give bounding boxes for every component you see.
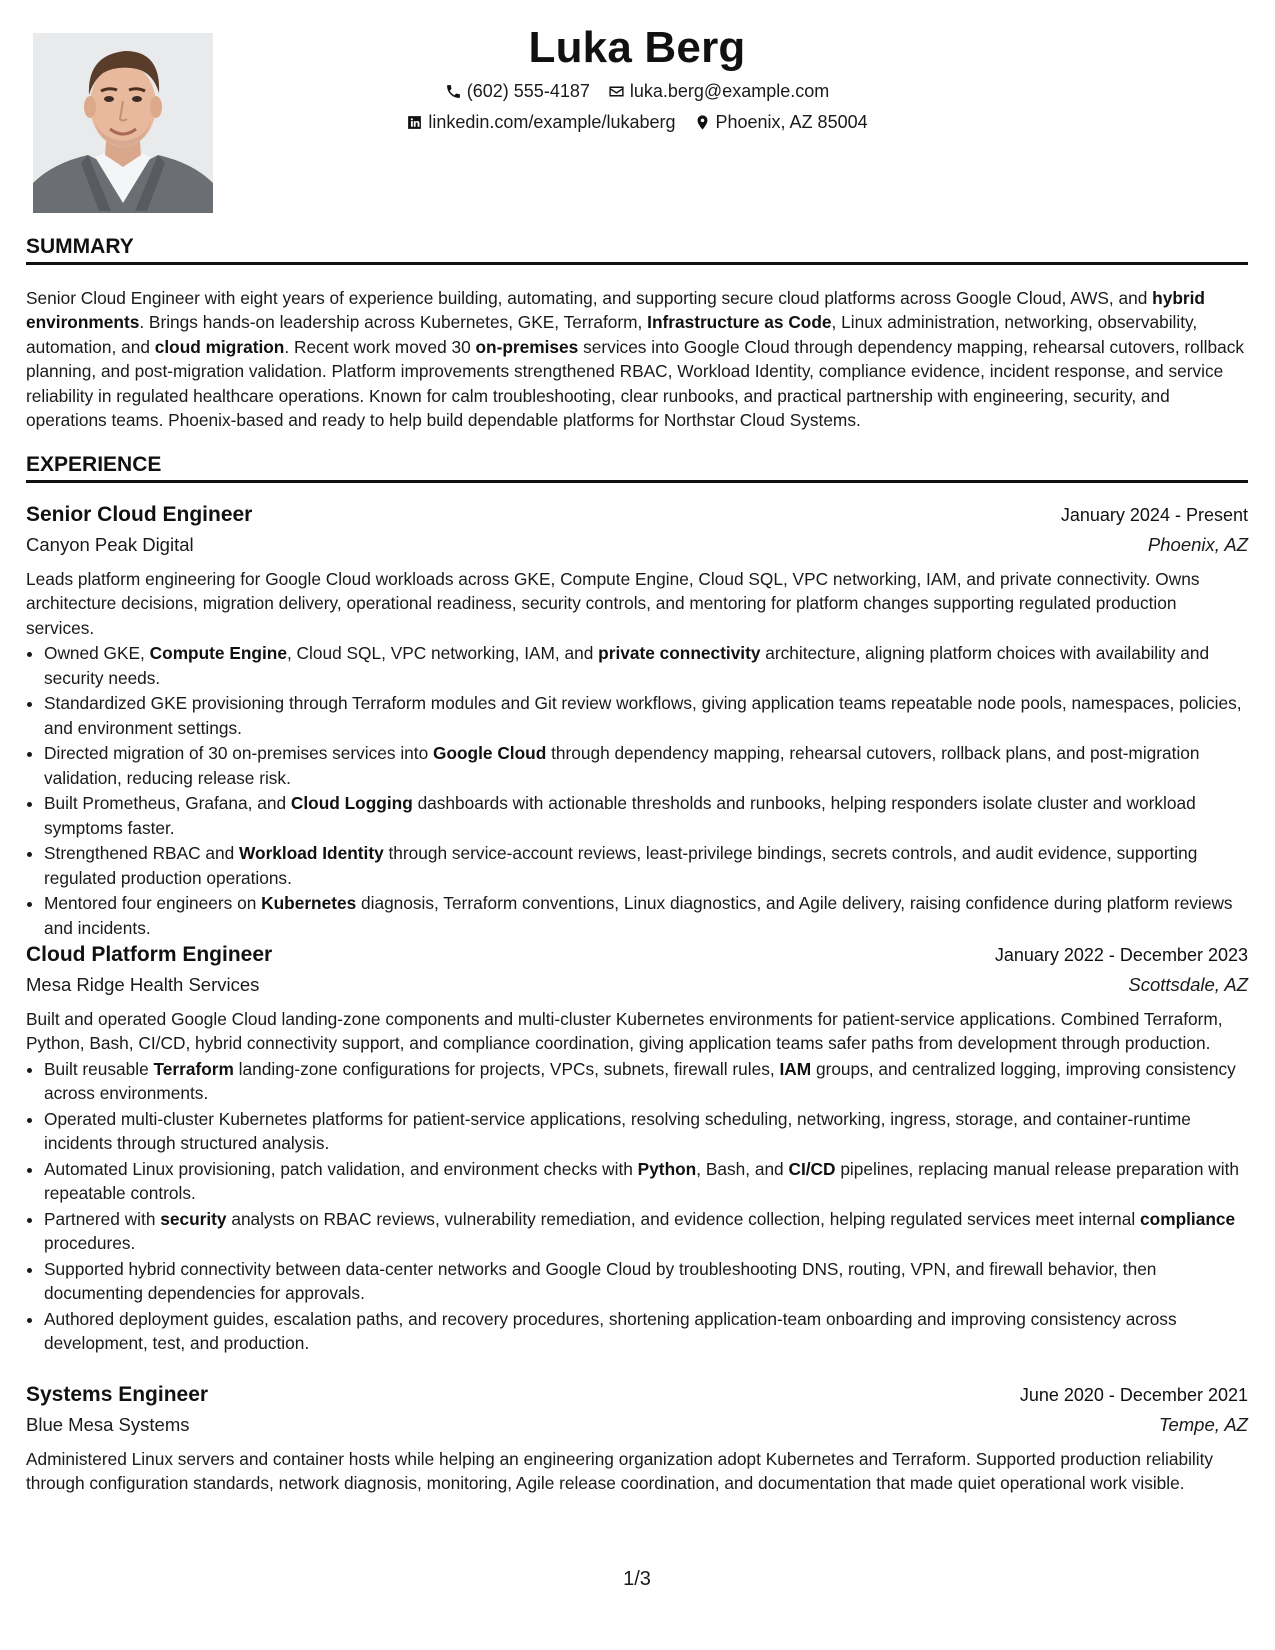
experience-heading: EXPERIENCE (26, 452, 1248, 483)
bold-keyword: Kubernetes (261, 893, 357, 914)
job-title: Senior Cloud Engineer (26, 503, 253, 526)
text-run: analysts on RBAC reviews, vulnerability remediation, and evidence collection, helping regulated services meet internal (226, 1208, 1141, 1229)
contact-line-2 (26, 111, 1248, 133)
text-run: Operated multi-cluster Kubernetes platforms for patient-service applications, resolving scheduling, networking, ingress, storage, and container-runtime incidents through structured analysis. (44, 1108, 1191, 1154)
text-run: pipelines, replacing manual release preparation with repeatable controls. (44, 1158, 1239, 1204)
location-text: Phoenix, AZ 85004 (715, 112, 868, 132)
text-run: Partnered with (44, 1208, 161, 1229)
text-run: architecture, aligning platform choices with availability and security needs. (44, 643, 1210, 688)
bullet-item (44, 1257, 1248, 1306)
job-entry (26, 503, 1248, 941)
bullet-item (44, 1307, 1248, 1356)
bold-keyword: Cloud Logging (290, 793, 413, 814)
text-run: diagnosis, Terraform conventions, Linux diagnostics, and Agile delivery, raising confidence during platform reviews and incidents. (44, 893, 1233, 938)
bullet-item (44, 891, 1248, 940)
text-run: Mentored four engineers on (44, 893, 262, 914)
text-run: Directed migration of 30 on-premises services into (44, 743, 433, 764)
bullet-item (44, 741, 1248, 790)
bullet-item (44, 1207, 1248, 1256)
text-run: , Bash, and (696, 1158, 789, 1179)
job-dates: January 2024 - Present (1060, 505, 1248, 525)
text-run: groups, and centralized logging, improving consistency across environments. (44, 1058, 1236, 1104)
job-company: Blue Mesa Systems (26, 1414, 190, 1435)
job-location: Tempe, AZ (1158, 1414, 1248, 1435)
phone-number: (602) 555-4187 (466, 81, 590, 101)
bold-keyword: IAM (779, 1058, 812, 1079)
text-run: Senior Cloud Engineer with eight years of experience building, automating, and supporting secure cloud platforms across Google Cloud, AWS, and (26, 288, 1153, 308)
contact-location (694, 111, 868, 133)
job-dates: January 2022 - December 2023 (994, 945, 1248, 965)
bullet-item (44, 841, 1248, 890)
text-run: Standardized GKE provisioning through Terraform modules and Git review workflows, giving application teams repeatable node pools, namespaces, policies, and environment settings. (44, 693, 1242, 738)
text-run: , Cloud SQL, VPC networking, IAM, and (286, 643, 599, 664)
job-bullets (26, 1057, 1248, 1356)
text-run: . Recent work moved 30 (284, 336, 476, 357)
bold-keyword: cloud migration (154, 336, 285, 357)
bold-keyword: compliance (1140, 1208, 1236, 1229)
text-run: procedures. (44, 1233, 136, 1254)
job-company: Mesa Ridge Health Services (26, 974, 260, 995)
job-dates: June 2020 - December 2021 (1019, 1385, 1248, 1405)
summary-text (26, 286, 1248, 432)
bold-keyword: Google Cloud (433, 743, 547, 764)
contact-line-1 (26, 80, 1248, 102)
contact-linkedin[interactable] (406, 111, 675, 133)
job-description: Leads platform engineering for Google Cloud workloads across GKE, Compute Engine, Cloud SQL, VPC networking, IAM, and private connectivity. Owns architecture decisions, migration delivery, operational readiness, security controls, and mentoring for platform changes supporting regulated production services. (26, 569, 1200, 638)
job-description: Administered Linux servers and container hosts while helping an engineering organization adopt Kubernetes and Terraform. Supported production reliability through configuration standards, network diagnosis, monitoring, Agile release coordination, and documentation that made quiet operational work visible. (26, 1449, 1214, 1494)
bullet-item (44, 1107, 1248, 1156)
bold-keyword: Terraform (153, 1058, 234, 1079)
job-bullets (26, 641, 1248, 940)
candidate-name: Luka Berg (528, 23, 746, 72)
job-location: Phoenix, AZ (1147, 534, 1248, 555)
envelope-icon (608, 83, 625, 100)
contact-email[interactable] (608, 80, 829, 102)
bullet-item (44, 641, 1248, 690)
job-company: Canyon Peak Digital (26, 534, 194, 555)
text-run: through dependency mapping, rehearsal cutovers, rollback plans, and post-migration validation, reducing release risk. (44, 743, 1200, 788)
bullet-item (44, 691, 1248, 740)
job-title: Systems Engineer (26, 1383, 209, 1406)
resume-page (26, 0, 1248, 1650)
bullet-item (44, 1157, 1248, 1206)
linkedin-url[interactable]: linkedin.com/example/lukaberg (428, 112, 676, 132)
bold-keyword: Workload Identity (239, 843, 384, 864)
resume-header (26, 22, 1248, 133)
bold-keyword: CI/CD (788, 1158, 836, 1179)
bullet-item (44, 1057, 1248, 1106)
text-run: Strengthened RBAC and (44, 843, 240, 864)
map-pin-icon (694, 114, 711, 131)
page-number: 1/3 (623, 1568, 651, 1590)
text-run: Owned GKE, (44, 643, 150, 664)
email-address[interactable]: luka.berg@example.com (629, 81, 830, 101)
text-run: Built reusable (44, 1058, 154, 1079)
bold-keyword: on-premises (475, 336, 579, 357)
text-run: dashboards with actionable thresholds and runbooks, helping responders isolate cluster and workload symptoms faster. (44, 793, 1196, 838)
text-run: . Brings hands-on leadership across Kubernetes, GKE, Terraform, (139, 312, 648, 333)
text-run: through service-account reviews, least-privilege bindings, secrets controls, and audit evidence, supporting regulated production operations. (44, 843, 1198, 888)
job-location: Scottsdale, AZ (1128, 974, 1248, 995)
bold-keyword: private connectivity (598, 643, 761, 664)
text-run: services into Google Cloud through dependency mapping, rehearsal cutovers, rollback planning, and post-migration validation. Platform improvements strengthened RBAC, Workload Identity, compliance evidence, incident response, and service reliability in regulated healthcare operations. Known for calm troubleshooting, clear runbooks, and practical partnership with engineering, security, and operations teams. Phoenix-based and ready to help build dependable platforms for Northstar Cloud Systems. (26, 336, 1244, 431)
text-run: , Linux administration, networking, observability, automation, and (26, 312, 1198, 357)
text-run: Authored deployment guides, escalation paths, and recovery procedures, shortening application-team onboarding and improving consistency across development, test, and production. (44, 1308, 1177, 1354)
bullet-item (44, 791, 1248, 840)
contact-phone (445, 80, 590, 102)
phone-icon (445, 83, 462, 100)
bold-keyword: Compute Engine (149, 643, 287, 664)
job-entry (26, 943, 1248, 1357)
text-run: Built Prometheus, Grafana, and (44, 793, 291, 814)
linkedin-icon (406, 114, 423, 131)
job-description: Built and operated Google Cloud landing-zone components and multi-cluster Kubernetes environments for patient-service applications. Combined Terraform, Python, Bash, CI/CD, hybrid connectivity support, and compliance coordination, giving application teams safer paths from development through production. (26, 1009, 1223, 1054)
text-run: Supported hybrid connectivity between data-center networks and Google Cloud by troubleshooting DNS, routing, VPN, and firewall behavior, then documenting dependencies for approvals. (44, 1258, 1157, 1304)
bold-keyword: Infrastructure as Code (647, 312, 832, 333)
job-title: Cloud Platform Engineer (26, 943, 273, 966)
bold-keyword: security (160, 1208, 227, 1229)
text-run: Automated Linux provisioning, patch validation, and environment checks with (44, 1158, 638, 1179)
summary-heading: SUMMARY (26, 234, 1248, 265)
bold-keyword: Python (637, 1158, 697, 1179)
job-entry (26, 1383, 1248, 1496)
bold-keyword: hybrid environments (26, 288, 1205, 333)
text-run: landing-zone configurations for projects, VPCs, subnets, firewall rules, (233, 1058, 780, 1079)
